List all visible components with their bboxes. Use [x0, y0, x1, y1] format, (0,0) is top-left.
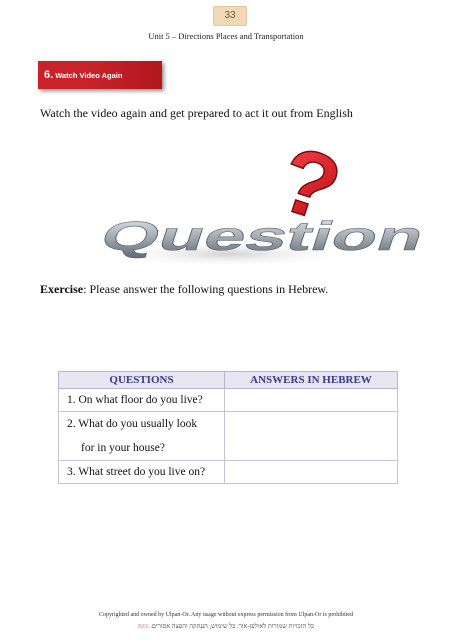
question-text: What street do you live on? — [78, 466, 206, 478]
questions-table — [58, 371, 398, 484]
table-row — [59, 461, 398, 484]
section-number: 6. — [44, 69, 54, 81]
question-number: 3. — [67, 466, 76, 478]
hebrew-copyright: כל הזכויות שמורות לאולפן-אור. כל שימוש, העתקה והפצה אסורים. — [150, 623, 315, 630]
question-text-continued: for in your house? — [81, 442, 165, 454]
question-cell — [59, 461, 225, 484]
question-cell — [59, 389, 225, 412]
table-row — [59, 389, 398, 412]
table-row — [59, 412, 398, 461]
question-graphic — [88, 127, 431, 272]
question-text: On what floor do you live? — [78, 394, 203, 406]
answer-cell[interactable] — [225, 412, 398, 461]
section-banner — [38, 61, 162, 89]
section-title: Watch Video Again — [55, 70, 123, 80]
question-text: What do you usually look — [78, 418, 198, 430]
instruction-text: Watch the video again and get prepared to act it out from English — [40, 106, 353, 120]
svg-text:?: ? — [267, 127, 353, 242]
question-number: 2. — [67, 418, 76, 430]
exercise-text — [40, 282, 328, 297]
questions-header: QUESTIONS — [59, 372, 225, 389]
reference-code: RE6 — [137, 624, 149, 630]
answer-cell[interactable] — [225, 389, 398, 412]
answers-header: ANSWERS IN HEBREW — [225, 372, 398, 389]
exercise-instruction: : Please answer the following questions in Hebrew. — [83, 282, 329, 296]
question-number: 1. — [67, 394, 76, 406]
question-cell — [59, 412, 225, 461]
page-number-badge: 33 — [213, 6, 247, 26]
question-word: Question — [95, 212, 431, 259]
unit-header: Unit 5 – Directions Places and Transportation — [148, 31, 304, 41]
copyright-notice: Copyrighted and owned by Ulpan-Or. Any usage without express permission from Ulpan-Or is prohibited — [99, 612, 353, 618]
answer-cell[interactable] — [225, 461, 398, 484]
hebrew-notice — [0, 623, 452, 630]
exercise-label: Exercise — [40, 282, 84, 296]
